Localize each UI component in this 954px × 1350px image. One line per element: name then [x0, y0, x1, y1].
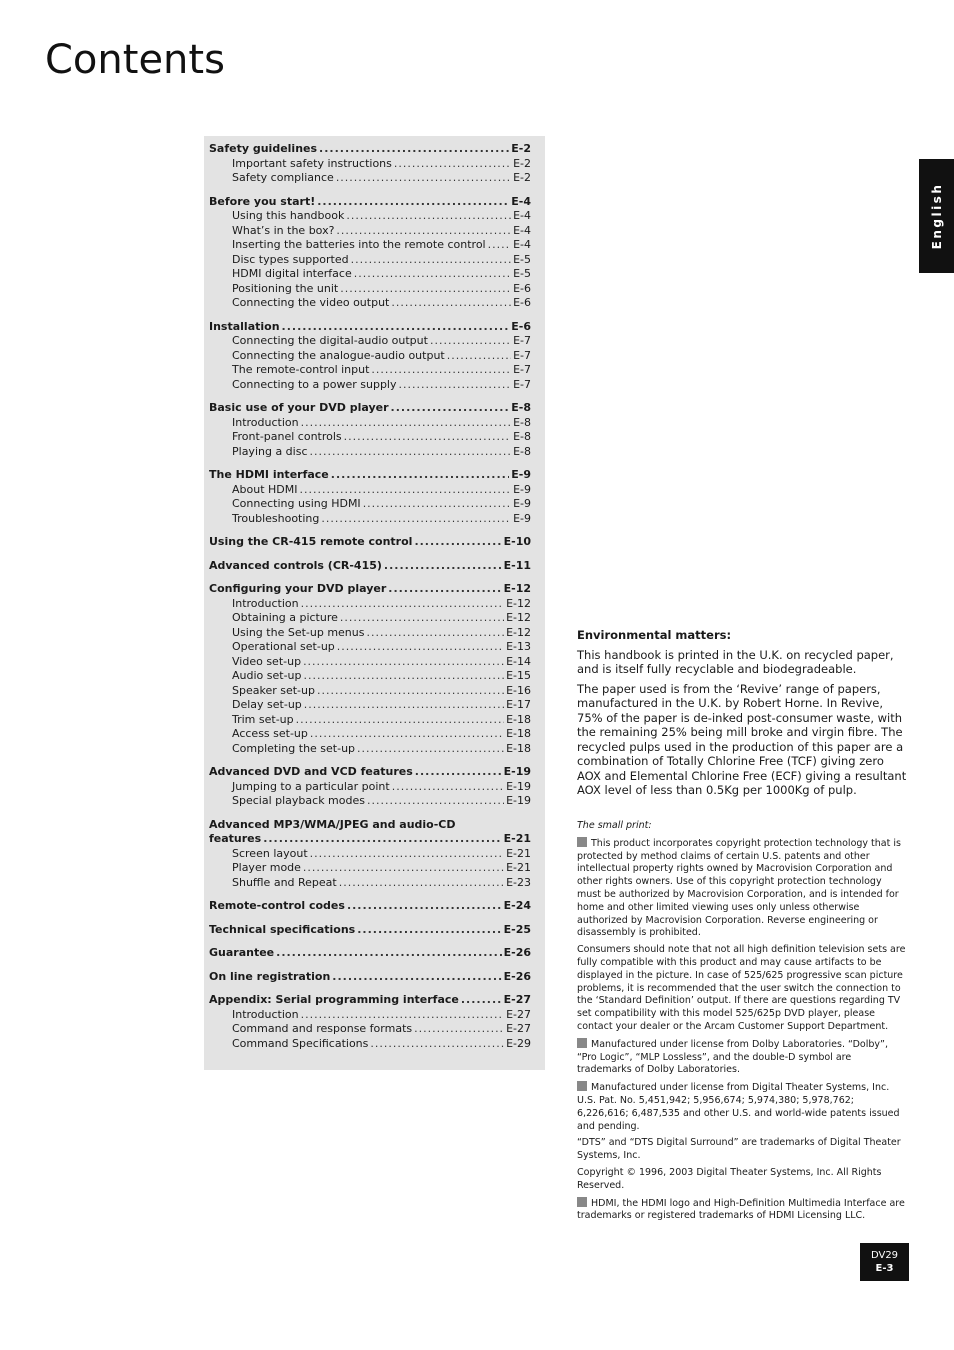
toc-section-title: Basic use of your DVD player — [209, 401, 389, 414]
toc-entry[interactable] — [209, 267, 531, 282]
toc-entry[interactable] — [209, 334, 531, 349]
toc-entry[interactable] — [209, 847, 531, 862]
toc-page-number: E-9 — [511, 468, 531, 481]
toc-leader-dots — [399, 378, 512, 393]
toc-page-number: E-16 — [506, 683, 531, 697]
toc-section-heading[interactable] — [209, 899, 531, 914]
toc-entry[interactable] — [209, 876, 531, 891]
toc-entry[interactable] — [209, 349, 531, 364]
toc-entry[interactable] — [209, 1022, 531, 1037]
toc-leader-dots — [301, 416, 511, 431]
toc-entry[interactable] — [209, 363, 531, 378]
toc-page-number: E-8 — [513, 430, 531, 443]
toc-leader-dots — [388, 582, 501, 597]
toc-leader-dots — [430, 334, 511, 349]
small-print — [577, 820, 907, 1227]
toc-entry-label: Screen layout — [232, 846, 308, 860]
toc-leader-dots — [304, 698, 504, 713]
small-print-text: Manufactured under license from Dolby Laboratories. “Dolby”, “Pro Logic”, “MLP Lossless”, and the double-D symbol are trademarks of Dolby Laboratories. — [577, 1038, 888, 1076]
toc-page-number: E-12 — [503, 582, 531, 595]
toc-section-title: Guarantee — [209, 946, 275, 959]
toc-leader-dots — [447, 349, 511, 364]
toc-page-number: E-9 — [513, 511, 531, 525]
toc-page-number: E-9 — [513, 482, 531, 496]
toc-page-number: E-19 — [506, 794, 531, 807]
small-print-text: This product incorporates copyright protection technology that is protected by method claims of certain U.S. patents and other intellectual property rights owned by Macrovision Corporation and other rights owners. Use of this copyright protection technology must be authorized by Macrovision Corporation, and is intended for home and other limited viewing uses only unless otherwise authorized by Macrovision Corporation. Reverse engineering or disassembly is prohibited. — [577, 837, 901, 939]
toc-section-title: The HDMI interface — [209, 468, 329, 481]
small-print-paragraph — [577, 1081, 907, 1133]
toc-entry[interactable] — [209, 253, 531, 268]
toc-page-number: E-4 — [513, 238, 531, 251]
toc-leader-dots — [310, 847, 504, 862]
toc-entry[interactable] — [209, 861, 531, 876]
toc-page-number: E-27 — [506, 1022, 531, 1035]
toc-entry[interactable] — [209, 1037, 531, 1052]
toc-page-number: E-4 — [513, 223, 531, 237]
toc-entry[interactable] — [209, 669, 531, 684]
toc-section-title: On line registration — [209, 969, 331, 983]
toc-entry[interactable] — [209, 780, 531, 795]
toc-page-number: E-8 — [511, 401, 531, 414]
toc-entry-label: Video set-up — [232, 654, 302, 668]
page-footer-badge — [860, 1243, 909, 1281]
toc-section — [209, 195, 531, 311]
table-of-contents — [204, 136, 545, 1070]
toc-section — [209, 970, 531, 985]
toc-entry-label: Introduction — [232, 1007, 299, 1021]
toc-entry-label: Connecting using HDMI — [232, 497, 361, 510]
toc-leader-dots — [367, 794, 504, 809]
toc-entry[interactable] — [209, 171, 531, 186]
small-print-paragraph — [577, 1167, 907, 1193]
toc-entry[interactable] — [209, 1008, 531, 1023]
toc-section — [209, 142, 531, 186]
toc-entry-label: Shuffle and Repeat — [232, 875, 337, 889]
toc-entry-label: Operational set-up — [232, 640, 335, 653]
toc-entry[interactable] — [209, 611, 531, 626]
toc-page-number: E-19 — [503, 765, 531, 778]
toc-entry[interactable] — [209, 238, 531, 253]
toc-leader-dots — [357, 742, 504, 757]
toc-leader-dots — [301, 597, 504, 612]
toc-page-number: E-7 — [513, 363, 531, 376]
toc-page-number: E-19 — [506, 779, 531, 793]
small-print-text: Manufactured under license from Digital Theater Systems, Inc. U.S. Pat. No. 5,451,942; 5,956,674; 5,974,380; 5,978,762; 6,226,616; 6,487,535 and other U.S. and world-wide patents issued and pending. — [577, 1082, 900, 1132]
small-print-paragraph — [577, 837, 907, 940]
toc-leader-dots — [384, 559, 502, 574]
toc-leader-dots — [296, 713, 504, 728]
toc-section-heading[interactable] — [209, 320, 531, 335]
toc-section — [209, 899, 531, 914]
toc-leader-dots — [336, 224, 511, 239]
toc-section-heading[interactable] — [209, 765, 531, 780]
toc-page-number: E-8 — [513, 444, 531, 458]
toc-page-number: E-21 — [506, 861, 531, 874]
toc-page-number: E-21 — [506, 846, 531, 860]
toc-entry-label: Jumping to a particular point — [232, 779, 390, 793]
toc-leader-dots — [276, 946, 501, 961]
toc-entry-label: Introduction — [232, 596, 299, 610]
toc-leader-dots — [414, 535, 501, 550]
small-print-paragraph — [577, 944, 907, 1034]
toc-section-heading[interactable] — [209, 832, 531, 847]
toc-entry[interactable] — [209, 640, 531, 655]
toc-entry-label: Audio set-up — [232, 669, 302, 682]
toc-section-title: Remote-control codes — [209, 899, 345, 912]
toc-entry-label: Inserting the batteries into the remote control — [232, 238, 486, 251]
toc-page-number: E-27 — [503, 993, 531, 1006]
toc-page-number: E-26 — [503, 969, 531, 983]
toc-entry-label: Access set-up — [232, 727, 308, 740]
toc-leader-dots — [319, 142, 509, 157]
toc-entry[interactable] — [209, 698, 531, 713]
toc-entry-label: Using this handbook — [232, 209, 345, 222]
square-bullet-icon — [577, 1038, 587, 1048]
toc-entry[interactable] — [209, 483, 531, 498]
toc-entry-label: Important safety instructions — [232, 156, 392, 170]
toc-page-number: E-17 — [506, 698, 531, 711]
toc-page-number: E-18 — [506, 741, 531, 755]
small-print-text: HDMI, the HDMI logo and High-Definition Multimedia Interface are trademarks or registered trademarks of HDMI Licensing LLC. — [577, 1197, 905, 1222]
toc-entry[interactable] — [209, 416, 531, 431]
toc-page-number: E-23 — [506, 875, 531, 889]
toc-entry[interactable] — [209, 626, 531, 641]
toc-entry[interactable] — [209, 684, 531, 699]
toc-page-number: E-2 — [511, 142, 531, 155]
toc-entry[interactable] — [209, 512, 531, 527]
toc-entry[interactable] — [209, 794, 531, 809]
toc-leader-dots — [337, 640, 504, 655]
language-tab — [919, 159, 954, 273]
toc-entry-label: Connecting the digital-audio output — [232, 334, 428, 347]
toc-entry-label: Safety compliance — [232, 171, 334, 184]
toc-entry-label: Obtaining a picture — [232, 611, 338, 624]
toc-page-number: E-12 — [506, 625, 531, 639]
toc-leader-dots — [339, 876, 504, 891]
toc-section-title: Safety guidelines — [209, 142, 318, 155]
toc-leader-dots — [366, 626, 504, 641]
toc-section — [209, 535, 531, 550]
toc-page-number: E-24 — [503, 899, 531, 912]
toc-section-title: Before you start! — [209, 194, 316, 208]
toc-page-number: E-12 — [506, 611, 531, 624]
toc-entry-label: What’s in the box? — [232, 223, 335, 237]
toc-leader-dots — [357, 923, 501, 938]
toc-entry-label: Trim set-up — [232, 712, 294, 726]
toc-page-number: E-2 — [513, 156, 531, 170]
toc-section-heading[interactable] — [209, 970, 531, 985]
toc-page-number: E-9 — [513, 497, 531, 510]
environmental-notice — [577, 628, 907, 803]
toc-leader-dots — [310, 727, 504, 742]
toc-page-number: E-7 — [513, 377, 531, 391]
toc-leader-dots — [321, 512, 511, 527]
toc-leader-dots — [304, 669, 505, 684]
toc-section-heading[interactable] — [209, 946, 531, 961]
toc-page-number: E-26 — [503, 946, 531, 959]
toc-entry[interactable] — [209, 497, 531, 512]
toc-leader-dots — [301, 1008, 504, 1023]
toc-entry[interactable] — [209, 157, 531, 172]
small-print-paragraph — [577, 1137, 907, 1163]
toc-section-heading[interactable] — [209, 559, 531, 574]
toc-section — [209, 401, 531, 459]
toc-section-title-line: Advanced MP3/WMA/JPEG and audio-CD — [209, 817, 456, 831]
toc-leader-dots — [414, 1022, 504, 1037]
toc-page-number: E-25 — [503, 922, 531, 936]
toc-leader-dots — [300, 483, 512, 498]
toc-leader-dots — [317, 684, 504, 699]
toc-entry-label: Connecting to a power supply — [232, 377, 397, 391]
small-print-paragraph — [577, 1197, 907, 1224]
toc-page-number: E-4 — [511, 194, 531, 208]
toc-leader-dots — [415, 765, 502, 780]
toc-section — [209, 582, 531, 756]
page-title: Contents — [45, 37, 225, 83]
toc-section — [209, 559, 531, 574]
toc-leader-dots — [344, 430, 511, 445]
toc-section-title: features — [209, 832, 262, 845]
toc-leader-dots — [351, 253, 511, 268]
toc-page-number: E-5 — [513, 252, 531, 266]
toc-entry[interactable] — [209, 282, 531, 297]
toc-section — [209, 993, 531, 1051]
toc-page-number: E-18 — [506, 727, 531, 740]
toc-section-heading[interactable] — [209, 401, 531, 416]
toc-leader-dots — [354, 267, 511, 282]
toc-entry[interactable] — [209, 713, 531, 728]
toc-entry-label: Troubleshooting — [232, 511, 320, 525]
small-print-text: Consumers should note that not all high definition television sets are fully compatible with this product and may cause artifacts to be displayed in the picture. In case of 525/625 progressive scan picture problems, it is recommended that the user switch the connection to the ‘Standard Definition’ output. If there are questions regarding TV set compatibility with this model 525/625p DVD player, please contact your dealer or the Arcam Customer Support Department. — [577, 944, 906, 1032]
toc-leader-dots — [347, 899, 502, 914]
toc-leader-dots — [263, 832, 501, 847]
toc-section — [209, 468, 531, 526]
toc-entry[interactable] — [209, 597, 531, 612]
toc-leader-dots — [346, 209, 511, 224]
toc-entry-label: Front-panel controls — [232, 430, 342, 443]
toc-section-heading[interactable] — [209, 142, 531, 157]
toc-leader-dots — [336, 171, 511, 186]
toc-section-title: Technical specifications — [209, 922, 356, 936]
toc-entry[interactable] — [209, 445, 531, 460]
toc-entry-label: Using the Set-up menus — [232, 625, 365, 639]
toc-leader-dots — [370, 1037, 504, 1052]
toc-entry-label: Disc types supported — [232, 252, 349, 266]
toc-section — [209, 946, 531, 961]
toc-entry-label: Positioning the unit — [232, 281, 339, 295]
toc-entry[interactable] — [209, 430, 531, 445]
toc-page-number: E-7 — [513, 334, 531, 347]
toc-section-title: Appendix: Serial programming interface — [209, 993, 459, 1006]
toc-entry-label: Player mode — [232, 861, 301, 874]
toc-page-number: E-14 — [506, 654, 531, 668]
toc-section-title: Advanced controls (CR-415) — [209, 558, 382, 572]
toc-entry-label: Connecting the analogue-audio output — [232, 348, 445, 362]
toc-section-title: Configuring your DVD player — [209, 582, 387, 595]
toc-leader-dots — [461, 993, 502, 1008]
toc-leader-dots — [331, 468, 510, 483]
toc-entry-label: Command and response formats — [232, 1022, 413, 1035]
toc-page-number: E-10 — [503, 535, 531, 548]
language-tab-label: English — [929, 182, 944, 250]
toc-entry-label: HDMI digital interface — [232, 267, 352, 280]
toc-leader-dots — [317, 195, 509, 210]
toc-leader-dots — [394, 157, 511, 172]
environmental-paragraph: This handbook is printed in the U.K. on recycled paper, and is itself fully recyclable and biodegradeable. — [577, 647, 894, 676]
toc-page-number: E-18 — [506, 712, 531, 726]
toc-page-number: E-2 — [513, 171, 531, 184]
toc-section — [209, 765, 531, 809]
toc-section-heading[interactable] — [209, 582, 531, 597]
toc-entry-label: The remote-control input — [232, 363, 370, 376]
page-number: E-3 — [875, 1263, 894, 1274]
toc-leader-dots — [332, 970, 501, 985]
toc-leader-dots — [391, 401, 510, 416]
toc-entry-label: Speaker set-up — [232, 683, 315, 697]
toc-leader-dots — [340, 282, 511, 297]
toc-leader-dots — [310, 445, 512, 460]
toc-section-title: Using the CR-415 remote control — [209, 535, 413, 548]
toc-leader-dots — [392, 780, 504, 795]
square-bullet-icon — [577, 1081, 587, 1091]
toc-entry[interactable] — [209, 209, 531, 224]
toc-page-number: E-15 — [506, 669, 531, 682]
toc-entry[interactable] — [209, 655, 531, 670]
toc-section-title: Installation — [209, 319, 280, 333]
toc-page-number: E-21 — [503, 832, 531, 845]
toc-leader-dots — [363, 497, 511, 512]
toc-entry[interactable] — [209, 296, 531, 311]
toc-page-number: E-6 — [513, 296, 531, 309]
toc-section-title: Advanced DVD and VCD features — [209, 765, 413, 778]
toc-page-number: E-8 — [513, 415, 531, 429]
toc-section-heading[interactable] — [209, 468, 531, 483]
toc-section-heading[interactable] — [209, 195, 531, 210]
toc-entry[interactable] — [209, 742, 531, 757]
toc-leader-dots — [391, 296, 511, 311]
toc-section-heading[interactable] — [209, 535, 531, 550]
small-print-text: “DTS” and “DTS Digital Surround” are trademarks of Digital Theater Systems, Inc. — [577, 1137, 901, 1162]
toc-section — [209, 923, 531, 938]
toc-page-number: E-6 — [513, 281, 531, 295]
toc-section — [209, 320, 531, 393]
toc-entry-label: Connecting the video output — [232, 296, 390, 309]
toc-entry-label: Special playback modes — [232, 794, 365, 807]
toc-leader-dots — [303, 655, 504, 670]
toc-leader-dots — [371, 363, 511, 378]
toc-section — [209, 818, 531, 891]
toc-section-heading[interactable] — [209, 993, 531, 1008]
model-number: DV29 — [870, 1250, 899, 1261]
toc-leader-dots — [488, 238, 511, 253]
toc-leader-dots — [303, 861, 504, 876]
small-print-text: Copyright © 1996, 2003 Digital Theater Systems, Inc. All Rights Reserved. — [577, 1166, 882, 1191]
toc-entry[interactable] — [209, 727, 531, 742]
square-bullet-icon — [577, 1197, 587, 1207]
small-print-paragraph — [577, 1038, 907, 1077]
toc-page-number: E-4 — [513, 209, 531, 222]
toc-leader-dots — [340, 611, 504, 626]
toc-entry[interactable] — [209, 224, 531, 239]
square-bullet-icon — [577, 837, 587, 847]
environmental-paragraph: The paper used is from the ‘Revive’ range of papers, manufactured in the U.K. by Robert Horne. In Revive, 75% of the paper is de-inked post-consumer waste, with the remaining 25% being mill broke and virgin fibre. The recycled pulps used in the production of this paper are a combination of Totally Chlorine Free (TCF) giving zero AOX and Elemental Chlorine Free (ECF) giving a resultant AOX level of less than 0.5Kg per 1000Kg of pulp. — [577, 681, 907, 797]
toc-page-number: E-11 — [503, 558, 531, 572]
toc-entry-label: Completing the set-up — [232, 741, 356, 755]
toc-entry-label: Command Specifications — [232, 1036, 369, 1050]
environmental-heading: Environmental matters: — [577, 628, 732, 642]
toc-entry-label: Introduction — [232, 415, 299, 429]
toc-page-number: E-6 — [511, 319, 531, 333]
toc-list — [209, 142, 531, 1060]
toc-entry-label: Delay set-up — [232, 698, 302, 711]
toc-page-number: E-13 — [506, 640, 531, 653]
toc-entry-label: About HDMI — [232, 482, 298, 496]
toc-page-number: E-29 — [506, 1036, 531, 1050]
toc-leader-dots — [282, 320, 510, 335]
toc-page-number: E-7 — [513, 348, 531, 362]
toc-section-heading[interactable] — [209, 923, 531, 938]
toc-entry[interactable] — [209, 378, 531, 393]
toc-page-number: E-27 — [506, 1007, 531, 1021]
toc-page-number: E-5 — [513, 267, 531, 280]
toc-page-number: E-12 — [506, 596, 531, 610]
small-print-heading: The small print: — [577, 820, 652, 831]
toc-entry-label: Playing a disc — [232, 444, 308, 458]
